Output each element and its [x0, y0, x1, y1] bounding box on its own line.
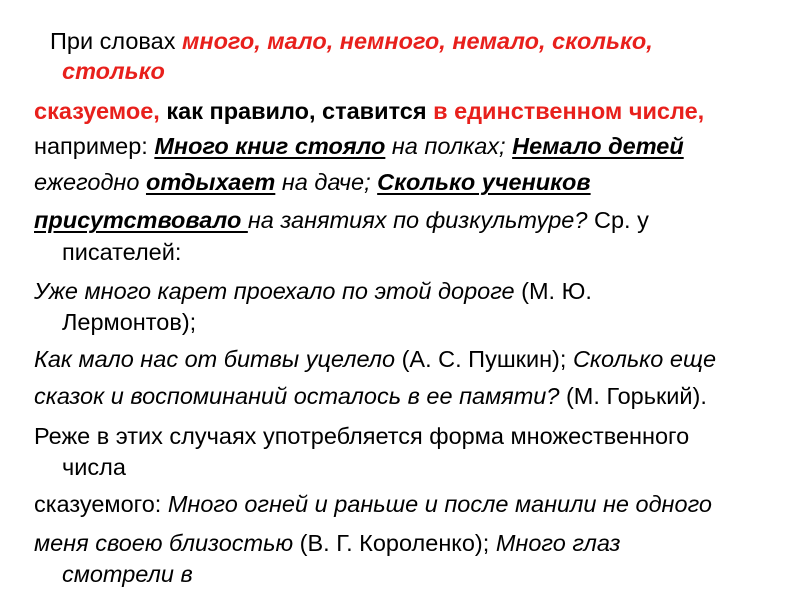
text-line-14: [34, 489, 712, 519]
text-line-12: [34, 421, 689, 451]
quote2-b: (А. С. Пушкин);: [395, 346, 573, 372]
quote2-a: Как мало нас от битвы уцелело: [34, 346, 396, 372]
paragraph3b-a: числа: [62, 454, 126, 480]
paragraph5b-a: смотрели в: [62, 561, 193, 587]
quote1-a: Уже много карет проехало по этой дороге: [34, 278, 515, 304]
singular-text: в единственном числе,: [433, 98, 705, 124]
example2-b: отдыхает: [145, 169, 276, 195]
text-line-15: [34, 528, 620, 558]
rule-text: как правило, ставится: [159, 98, 434, 124]
paragraph4-b: Много огней и раньше и после манили не одного: [167, 491, 712, 517]
text-line-6: [34, 205, 649, 235]
paragraph5-b: (В. Г. Короленко);: [293, 530, 496, 556]
highlighted-words-cont: столько: [62, 58, 165, 84]
text-line-7: [62, 237, 181, 267]
text-line-16: [62, 559, 193, 589]
text-line-3: [34, 96, 704, 126]
text-line-8: [34, 276, 592, 306]
quote2-c: Сколько еще: [572, 346, 717, 372]
text-line-9: [62, 307, 196, 337]
example3b-a: писателей:: [62, 239, 182, 265]
example3-c: Ср. у: [587, 207, 649, 233]
paragraph4-a: сказуемого:: [34, 491, 168, 517]
text-line-1: [50, 26, 653, 56]
text-line-5: [34, 167, 591, 197]
example-phrase-2: Немало детей: [512, 133, 684, 159]
paragraph3-a: Реже в этих случаях употребляется форма множественного: [34, 423, 690, 449]
example2-d: Сколько учеников: [377, 169, 591, 195]
example3-b: на занятиях по физкультуре?: [247, 207, 588, 233]
example2-c: на даче;: [275, 169, 378, 195]
text-line-2: [62, 56, 165, 86]
quote3-b: (М. Горький).: [559, 383, 707, 409]
subject-word: сказуемое,: [34, 98, 160, 124]
highlighted-words: много, мало, немного, немало, сколько,: [181, 28, 653, 54]
text-line-11: [34, 381, 707, 411]
example2-a: ежегодно: [34, 169, 146, 195]
text-line-4: [34, 131, 684, 161]
paragraph5-c: Много глаз: [495, 530, 621, 556]
quote3-a: сказок и воспоминаний осталось в ее памяти?: [34, 383, 560, 409]
example-lead: например:: [34, 133, 155, 159]
text-line-13: [62, 452, 126, 482]
example-phrase-1: Много книг стояло: [154, 133, 386, 159]
example-phrase-1b: на полках;: [385, 133, 513, 159]
example3-a: присутствовало: [34, 207, 248, 233]
quote1-b: (М. Ю.: [514, 278, 592, 304]
quote1b-a: Лермонтов);: [62, 309, 197, 335]
intro-text: При словах: [50, 28, 182, 54]
paragraph5-a: меня своею близостью: [34, 530, 294, 556]
text-line-10: [34, 344, 716, 374]
